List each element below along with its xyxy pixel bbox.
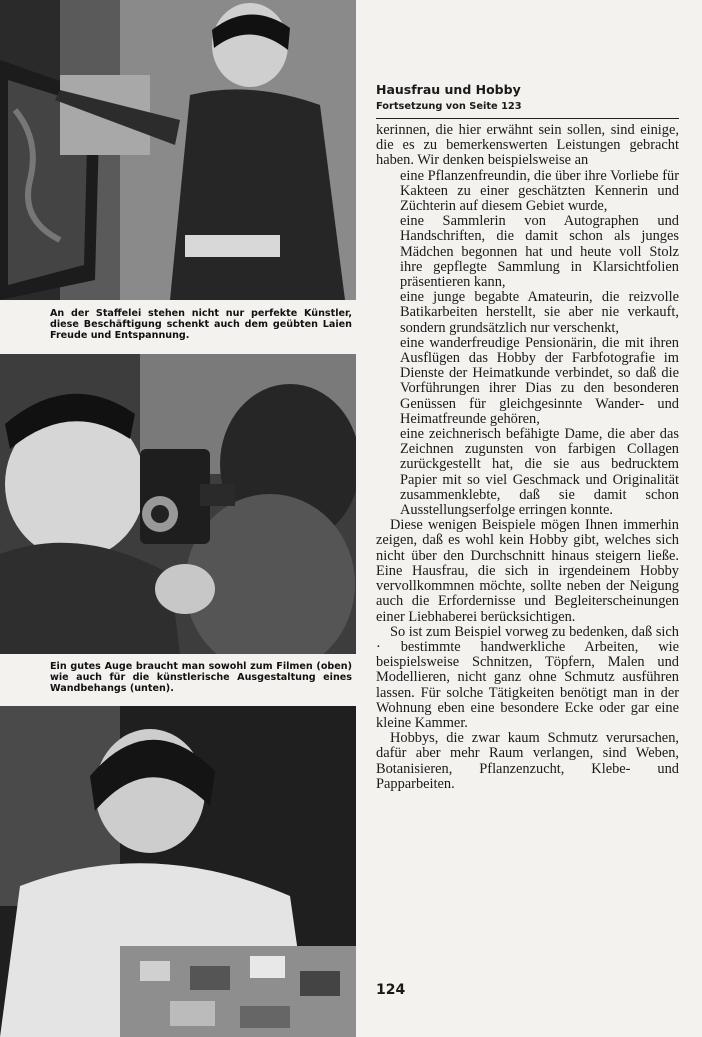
painting-photo-graphic [0, 0, 356, 300]
article-paragraph: Diese wenigen Beispiele mögen Ihnen immerhin zeigen, daß es wohl kein Hobby gibt, welches sich nicht über den Durchschnitt hinaus steigern ließe. Eine Hausfrau, die sich in irgendeinem Hobby vervollkommnen möchte, sollte neben der Neigung auch die Erfordernisse und Begleiterscheinungen einer Liebhaberei berücksichtigen. [376, 517, 679, 625]
header-rule [376, 118, 679, 119]
photo-painting-at-easel [0, 0, 356, 300]
caption-filming: Ein gutes Auge braucht man sowohl zum Filmen (oben) wie auch für die künstlerische Ausgestaltung eines Wandbehangs (unten). [50, 661, 352, 694]
article-title: Hausfrau und Hobby [376, 82, 521, 97]
article-paragraph: eine wanderfreudige Pensionärin, die mit ihren Ausflügen das Hobby der Farbfotografie im Dienste der Heimatkunde verbindet, so daß die Vorführungen ihrer Dias zu den besonderen Genüssen für gleichgesinnte Wander- und Heimatfreunde gehören, [400, 334, 679, 427]
article-paragraph: eine Sammlerin von Autographen und Handschriften, die damit schon als junges Mädchen begonnen hat und heute voll Stolz ihre gepflegte Sammlung in Klarsichtfolien präsentieren kann, [400, 213, 679, 291]
filming-photo-graphic [0, 354, 356, 654]
caption-painting: An der Staffelei stehen nicht nur perfekte Künstler, diese Beschäftigung schenkt auch dem geübten Laien Freude und Entspannung. [50, 308, 352, 341]
article-paragraph: So ist zum Beispiel vorweg zu bedenken, daß sich · bestimmte handwerkliche Arbeiten, wie beispielsweise Schnitzen, Töpfern, Malen und Modellieren, nicht ganz ohne Schmutz ausführen lassen. Für solche Tätigkeiten benötigt man in der Wohnung eben eine besondere Ecke oder gar eine kleine Kammer. [376, 623, 679, 731]
article-body [376, 123, 679, 792]
article-paragraph: Hobbys, die zwar kaum Schmutz verursachen, dafür aber mehr Raum verlangen, sind Weben, Botanisieren, Pflanzenzucht, Klebe- und Papparbeiten. [376, 730, 679, 792]
article-paragraph: kerinnen, die hier erwähnt sein sollen, sind einige, die es zu bemerkenswerten Leistungen gebracht haben. Wir denken beispielsweise an [376, 122, 679, 169]
article-paragraph: eine Pflanzenfreundin, die über ihre Vorliebe für Kakteen zu einer geschätzten Kennerin und Züchterin auf diesem Gebiet wurde, [400, 167, 679, 215]
photo-wall-hanging [0, 706, 356, 1037]
article-column [376, 82, 679, 792]
continuation-note: Fortsetzung von Seite 123 [376, 101, 522, 112]
article-paragraph: eine zeichnerisch befähigte Dame, die aber das Zeichnen zugunsten von farbigen Collagen zurückgestellt hat, die sie aus bedrucktem Papier mit so viel Geschmack und Originalität zusammenklebte, daß sie damit schon Ausstellungserfolge erringen konnte. [400, 426, 679, 519]
photo-filming [0, 354, 356, 654]
wall-hanging-photo-graphic [0, 706, 356, 1037]
page-number: 124 [376, 982, 406, 998]
article-paragraph: eine junge begabte Amateurin, die reizvolle Batikarbeiten herstellt, sie aber nie verkauft, sondern grundsätzlich nur verschenkt, [400, 289, 679, 336]
